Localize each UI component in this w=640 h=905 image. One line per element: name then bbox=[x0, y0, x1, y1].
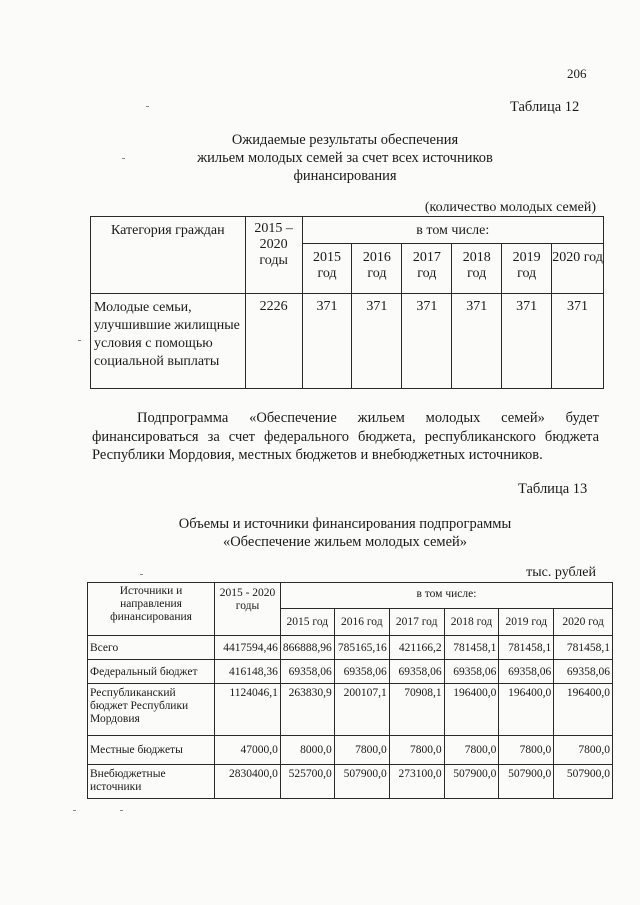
title-line: Ожидаемые результаты обеспечения bbox=[231, 132, 459, 148]
row-name: Республиканский бюджет Республики Мордовия bbox=[88, 684, 215, 736]
row-total: 2830400,0 bbox=[215, 765, 281, 799]
scan-speck bbox=[78, 340, 81, 341]
row-value: 7800,0 bbox=[554, 736, 613, 765]
table-row bbox=[88, 736, 613, 765]
row-value: 421166,2 bbox=[389, 636, 444, 660]
row-value: 69358,06 bbox=[444, 660, 499, 684]
table-12-title bbox=[120, 131, 570, 185]
row-value: 7800,0 bbox=[389, 736, 444, 765]
header-year: 2019 год bbox=[499, 609, 554, 636]
row-value: 69358,06 bbox=[280, 660, 334, 684]
header-year: 2020 год bbox=[554, 609, 613, 636]
scan-speck bbox=[120, 810, 123, 811]
row-value: 69358,06 bbox=[499, 660, 554, 684]
row-name: Федеральный бюджет bbox=[88, 660, 215, 684]
row-value: 69358,06 bbox=[389, 660, 444, 684]
row-value: 781458,1 bbox=[444, 636, 499, 660]
header-year: 2015 год bbox=[280, 609, 334, 636]
row-value: 371 bbox=[452, 294, 502, 389]
row-value: 525700,0 bbox=[280, 765, 334, 799]
header-source: Источники и направления финансирования bbox=[88, 583, 215, 636]
row-value: 273100,0 bbox=[389, 765, 444, 799]
row-total: 2226 bbox=[245, 294, 302, 389]
header-year: 2017 год bbox=[389, 609, 444, 636]
row-value: 196400,0 bbox=[554, 684, 613, 736]
table-row bbox=[88, 660, 613, 684]
scan-speck bbox=[122, 158, 125, 159]
title-line: Объемы и источники финансирования подпрограммы bbox=[178, 516, 512, 532]
header-period: 2015 – 2020 годы bbox=[245, 217, 302, 294]
row-value: 7800,0 bbox=[334, 736, 389, 765]
title-line: финансирования bbox=[293, 168, 397, 184]
row-value: 200107,1 bbox=[334, 684, 389, 736]
row-value: 371 bbox=[352, 294, 402, 389]
scan-speck bbox=[73, 810, 76, 811]
row-category: Молодые семьи, улучшившие жилищные условия с помощью социальной выплаты bbox=[91, 294, 246, 389]
row-value: 866888,96 bbox=[280, 636, 334, 660]
header-including: в том числе: bbox=[302, 217, 603, 244]
row-total: 47000,0 bbox=[215, 736, 281, 765]
header-period: 2015 - 2020 годы bbox=[215, 583, 281, 636]
header-year: 2019 год bbox=[502, 244, 552, 294]
row-value: 196400,0 bbox=[499, 684, 554, 736]
row-total: 4417594,46 bbox=[215, 636, 281, 660]
table-12-label: Таблица 12 bbox=[510, 99, 580, 115]
title-line: «Обеспечение жильем молодых семей» bbox=[222, 534, 468, 550]
row-value: 507900,0 bbox=[444, 765, 499, 799]
page-number: 206 bbox=[567, 66, 587, 81]
row-value: 371 bbox=[502, 294, 552, 389]
table-row bbox=[88, 684, 613, 736]
paragraph-text: Подпрограмма «Обеспечение жильем молодых семей» будет финансироваться за счет федерального бюджета, республиканского бюджета Республики Мордовия, местных бюджетов и внебюджетных источников. bbox=[92, 410, 599, 463]
header-category: Категория граждан bbox=[91, 217, 246, 294]
header-year: 2018 год bbox=[452, 244, 502, 294]
table-12 bbox=[90, 216, 604, 389]
row-value: 371 bbox=[302, 294, 352, 389]
header-year: 2016 год bbox=[352, 244, 402, 294]
row-value: 7800,0 bbox=[499, 736, 554, 765]
header-year: 2017 год bbox=[402, 244, 452, 294]
table-13 bbox=[87, 582, 613, 799]
row-value: 785165,16 bbox=[334, 636, 389, 660]
header-including: в том числе: bbox=[280, 583, 612, 609]
row-name: Внебюджетные источники bbox=[88, 765, 215, 799]
row-value: 507900,0 bbox=[334, 765, 389, 799]
header-year: 2015 год bbox=[302, 244, 352, 294]
header-year: 2016 год bbox=[334, 609, 389, 636]
row-value: 507900,0 bbox=[499, 765, 554, 799]
scan-speck bbox=[146, 106, 149, 107]
row-value: 371 bbox=[552, 294, 604, 389]
row-value: 781458,1 bbox=[554, 636, 613, 660]
row-value: 507900,0 bbox=[554, 765, 613, 799]
row-value: 371 bbox=[402, 294, 452, 389]
body-paragraph bbox=[92, 409, 599, 465]
header-year: 2018 год bbox=[444, 609, 499, 636]
row-value: 8000,0 bbox=[280, 736, 334, 765]
row-value: 781458,1 bbox=[499, 636, 554, 660]
row-value: 263830,9 bbox=[280, 684, 334, 736]
header-year: 2020 год bbox=[552, 244, 604, 294]
row-value: 7800,0 bbox=[444, 736, 499, 765]
table-row bbox=[88, 636, 613, 660]
row-value: 196400,0 bbox=[444, 684, 499, 736]
table-12-unit: (количество молодых семей) bbox=[424, 200, 596, 215]
scan-speck bbox=[140, 574, 143, 575]
row-name: Местные бюджеты bbox=[88, 736, 215, 765]
row-total: 1124046,1 bbox=[215, 684, 281, 736]
title-line: жильем молодых семей за счет всех источников bbox=[197, 150, 493, 166]
row-value: 69358,06 bbox=[334, 660, 389, 684]
table-row bbox=[88, 765, 613, 799]
row-name: Всего bbox=[88, 636, 215, 660]
row-value: 70908,1 bbox=[389, 684, 444, 736]
row-total: 416148,36 bbox=[215, 660, 281, 684]
table-13-title bbox=[130, 515, 560, 551]
row-value: 69358,06 bbox=[554, 660, 613, 684]
table-13-label: Таблица 13 bbox=[518, 481, 588, 497]
table-13-unit: тыс. рублей bbox=[526, 565, 596, 580]
